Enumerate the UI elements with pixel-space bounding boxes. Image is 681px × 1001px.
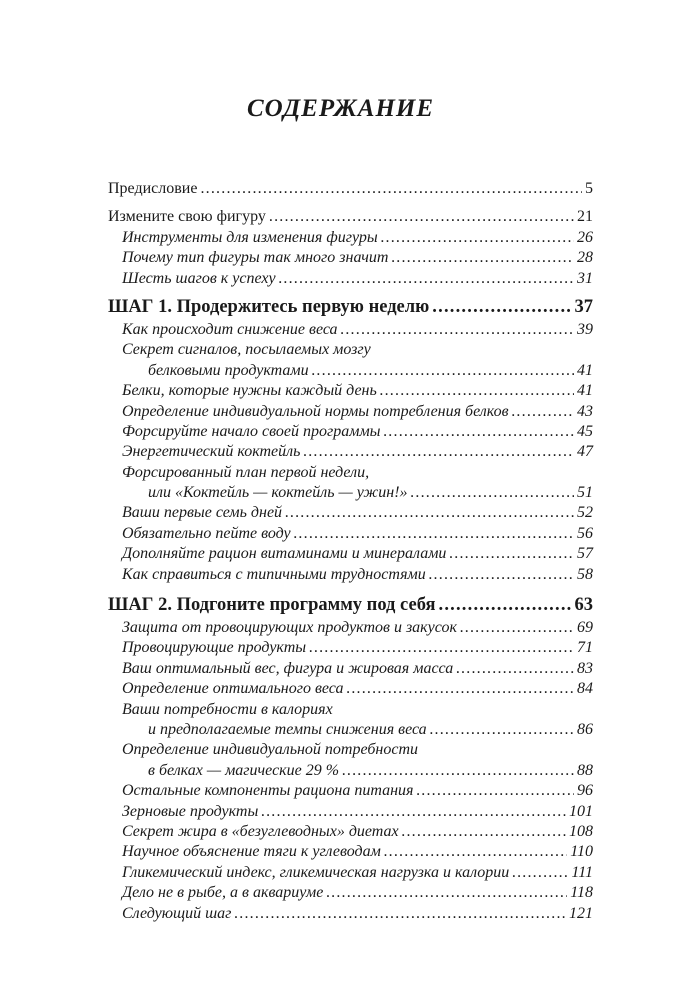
toc-entry xyxy=(108,544,593,564)
page-title: СОДЕРЖАНИЕ xyxy=(246,95,435,122)
dot-leader xyxy=(411,483,574,503)
toc-entry xyxy=(108,179,593,199)
dot-leader xyxy=(269,207,574,227)
toc-entry-title: Белки, которые нужны каждый день xyxy=(122,382,377,400)
dot-leader xyxy=(326,883,567,903)
toc-entry-title: Определение индивидуальной нормы потребления белков xyxy=(122,402,509,420)
dot-leader xyxy=(234,904,566,924)
page-number: 84 xyxy=(577,680,593,698)
toc-entry-title: Определение оптимального веса xyxy=(122,680,344,698)
toc-entry-title: Ваши первые семь дней xyxy=(122,504,283,522)
toc-entry-title: Ваши потребности в калориях xyxy=(122,700,333,718)
page-number: 86 xyxy=(577,720,593,738)
toc-entry xyxy=(108,442,593,462)
dot-leader xyxy=(391,248,574,268)
dot-leader xyxy=(460,618,574,638)
toc-entry xyxy=(108,822,593,842)
page-number: 108 xyxy=(569,822,593,840)
toc-entry-title: Дело не в рыбе, а в аквариуме xyxy=(122,884,324,902)
dot-leader xyxy=(341,320,574,340)
page-number: 101 xyxy=(569,802,593,820)
toc-entry-title: Остальные компоненты рациона питания xyxy=(122,782,414,800)
page-number: 41 xyxy=(577,361,593,379)
dot-leader xyxy=(432,295,571,319)
dot-leader xyxy=(303,442,574,462)
page-number: 21 xyxy=(577,208,593,226)
toc-entry-title: Защита от провоцирующих продуктов и закусок xyxy=(122,619,457,637)
toc-entry-title: Провоцирующие продукты xyxy=(122,639,307,657)
page-number: 58 xyxy=(577,565,593,583)
toc-entry xyxy=(108,248,593,268)
dot-leader xyxy=(384,842,567,862)
table-of-contents xyxy=(108,179,593,924)
toc-entry xyxy=(108,679,593,699)
toc-entry xyxy=(108,524,593,544)
toc-entry xyxy=(108,659,593,679)
dot-leader xyxy=(416,781,574,801)
toc-entry xyxy=(108,269,593,289)
toc-entry-title: Форсированный план первой недели, xyxy=(122,463,370,481)
toc-entry-title: Инструменты для изменения фигуры xyxy=(122,228,378,246)
toc-entry-title: Дополняйте рацион витаминами и минералами xyxy=(122,545,447,563)
page-number: 5 xyxy=(585,180,593,197)
toc-entry xyxy=(108,700,593,720)
dot-leader xyxy=(402,822,566,842)
dot-leader xyxy=(512,402,574,422)
page-number: 121 xyxy=(569,904,593,922)
dot-leader xyxy=(261,802,566,822)
toc-entry-title-continued: и предполагаемые темпы снижения веса xyxy=(148,720,427,738)
page-number: 69 xyxy=(577,619,593,637)
toc-entry-title: ШАГ 1. Продержитесь первую неделю xyxy=(108,296,430,317)
page-number: 71 xyxy=(577,639,593,657)
toc-entry xyxy=(108,422,593,442)
page-number: 88 xyxy=(577,761,593,779)
toc-entry xyxy=(108,402,593,422)
dot-leader xyxy=(285,503,574,523)
dot-leader xyxy=(430,720,574,740)
toc-entry xyxy=(108,207,593,227)
toc-entry xyxy=(108,842,593,862)
toc-entry xyxy=(108,638,593,658)
toc-entry-continuation xyxy=(108,720,593,740)
toc-entry-title-continued: или «Коктейль — коктейль — ужин!» xyxy=(148,484,408,502)
page-number: 96 xyxy=(577,782,593,800)
page-number: 111 xyxy=(571,863,593,881)
dot-leader xyxy=(429,565,574,585)
toc-entry xyxy=(108,618,593,638)
toc-entry xyxy=(108,802,593,822)
page-number: 37 xyxy=(574,296,593,317)
toc-entry-title: Форсируйте начало своей программы xyxy=(122,422,381,440)
dot-leader xyxy=(294,524,574,544)
toc-entry-title: Обязательно пейте воду xyxy=(122,524,291,542)
toc-entry xyxy=(108,740,593,760)
dot-leader xyxy=(312,361,574,381)
toc-chapter xyxy=(108,295,593,319)
toc-entry-title: Научное объяснение тяги к углеводам xyxy=(122,843,381,861)
toc-entry-title: Почему тип фигуры так много значит xyxy=(122,249,389,267)
toc-entry-title: Как справиться с типичными трудностями xyxy=(122,565,426,583)
toc-entry xyxy=(108,904,593,924)
page-number: 26 xyxy=(577,228,593,246)
dot-leader xyxy=(309,638,574,658)
toc-entry-title: Измените свою фигуру xyxy=(108,208,266,226)
toc-entry xyxy=(108,883,593,903)
toc-entry-title: Ваш оптимальный вес, фигура и жировая масса xyxy=(122,659,454,677)
page-number: 63 xyxy=(574,595,593,616)
page-number: 83 xyxy=(577,659,593,677)
toc-entry xyxy=(108,781,593,801)
page-number: 57 xyxy=(577,545,593,563)
dot-leader xyxy=(347,679,575,699)
dot-leader xyxy=(512,863,568,883)
page-number: 45 xyxy=(577,422,593,440)
toc-entry-title: ШАГ 2. Подгоните программу под себя xyxy=(108,595,436,616)
page-number: 39 xyxy=(577,320,593,338)
toc-entry-title: Зерновые продукты xyxy=(122,802,259,820)
toc-entry xyxy=(108,503,593,523)
dot-leader xyxy=(381,228,574,248)
toc-entry-title: Гликемический индекс, гликемическая нагрузка и калории xyxy=(122,863,510,881)
dot-leader xyxy=(456,659,574,679)
toc-entry-title: Секрет сигналов, посылаемых мозгу xyxy=(122,341,371,359)
toc-entry-title: Предисловие xyxy=(108,180,198,197)
toc-entry-continuation xyxy=(108,761,593,781)
toc-entry xyxy=(108,863,593,883)
toc-entry-continuation xyxy=(108,361,593,381)
page-number: 52 xyxy=(577,504,593,522)
toc-entry xyxy=(108,463,593,483)
dot-leader xyxy=(380,381,574,401)
toc-chapter xyxy=(108,593,593,617)
toc-entry-title: Шесть шагов к успеху xyxy=(122,269,276,287)
page-number: 56 xyxy=(577,524,593,542)
dot-leader xyxy=(279,269,574,289)
dot-leader xyxy=(383,422,574,442)
dot-leader xyxy=(439,593,572,617)
toc-entry-title-continued: белковыми продуктами xyxy=(148,361,309,379)
toc-entry-title: Следующий шаг xyxy=(122,904,232,922)
dot-leader xyxy=(342,761,574,781)
page-number: 43 xyxy=(577,402,593,420)
toc-entry xyxy=(108,565,593,585)
page-number: 51 xyxy=(577,484,593,502)
page-number: 41 xyxy=(577,382,593,400)
toc-entry xyxy=(108,320,593,340)
toc-entry-title: Определение индивидуальной потребности xyxy=(122,741,419,759)
toc-entry xyxy=(108,381,593,401)
page-number: 110 xyxy=(570,843,593,861)
toc-entry-continuation xyxy=(108,483,593,503)
toc-entry xyxy=(108,340,593,360)
toc-entry xyxy=(108,228,593,248)
page-number: 28 xyxy=(577,249,593,267)
toc-entry-title: Энергетический коктейль xyxy=(122,443,301,461)
toc-entry-title: Секрет жира в «безуглеводных» диетах xyxy=(122,822,399,840)
page-number: 47 xyxy=(577,443,593,461)
toc-entry-title: Как происходит снижение веса xyxy=(122,320,338,338)
page-number: 31 xyxy=(577,269,593,287)
page-number: 118 xyxy=(570,884,593,902)
dot-leader xyxy=(200,179,582,199)
toc-entry-title-continued: в белках — магические 29 % xyxy=(148,761,340,779)
dot-leader xyxy=(449,544,574,564)
